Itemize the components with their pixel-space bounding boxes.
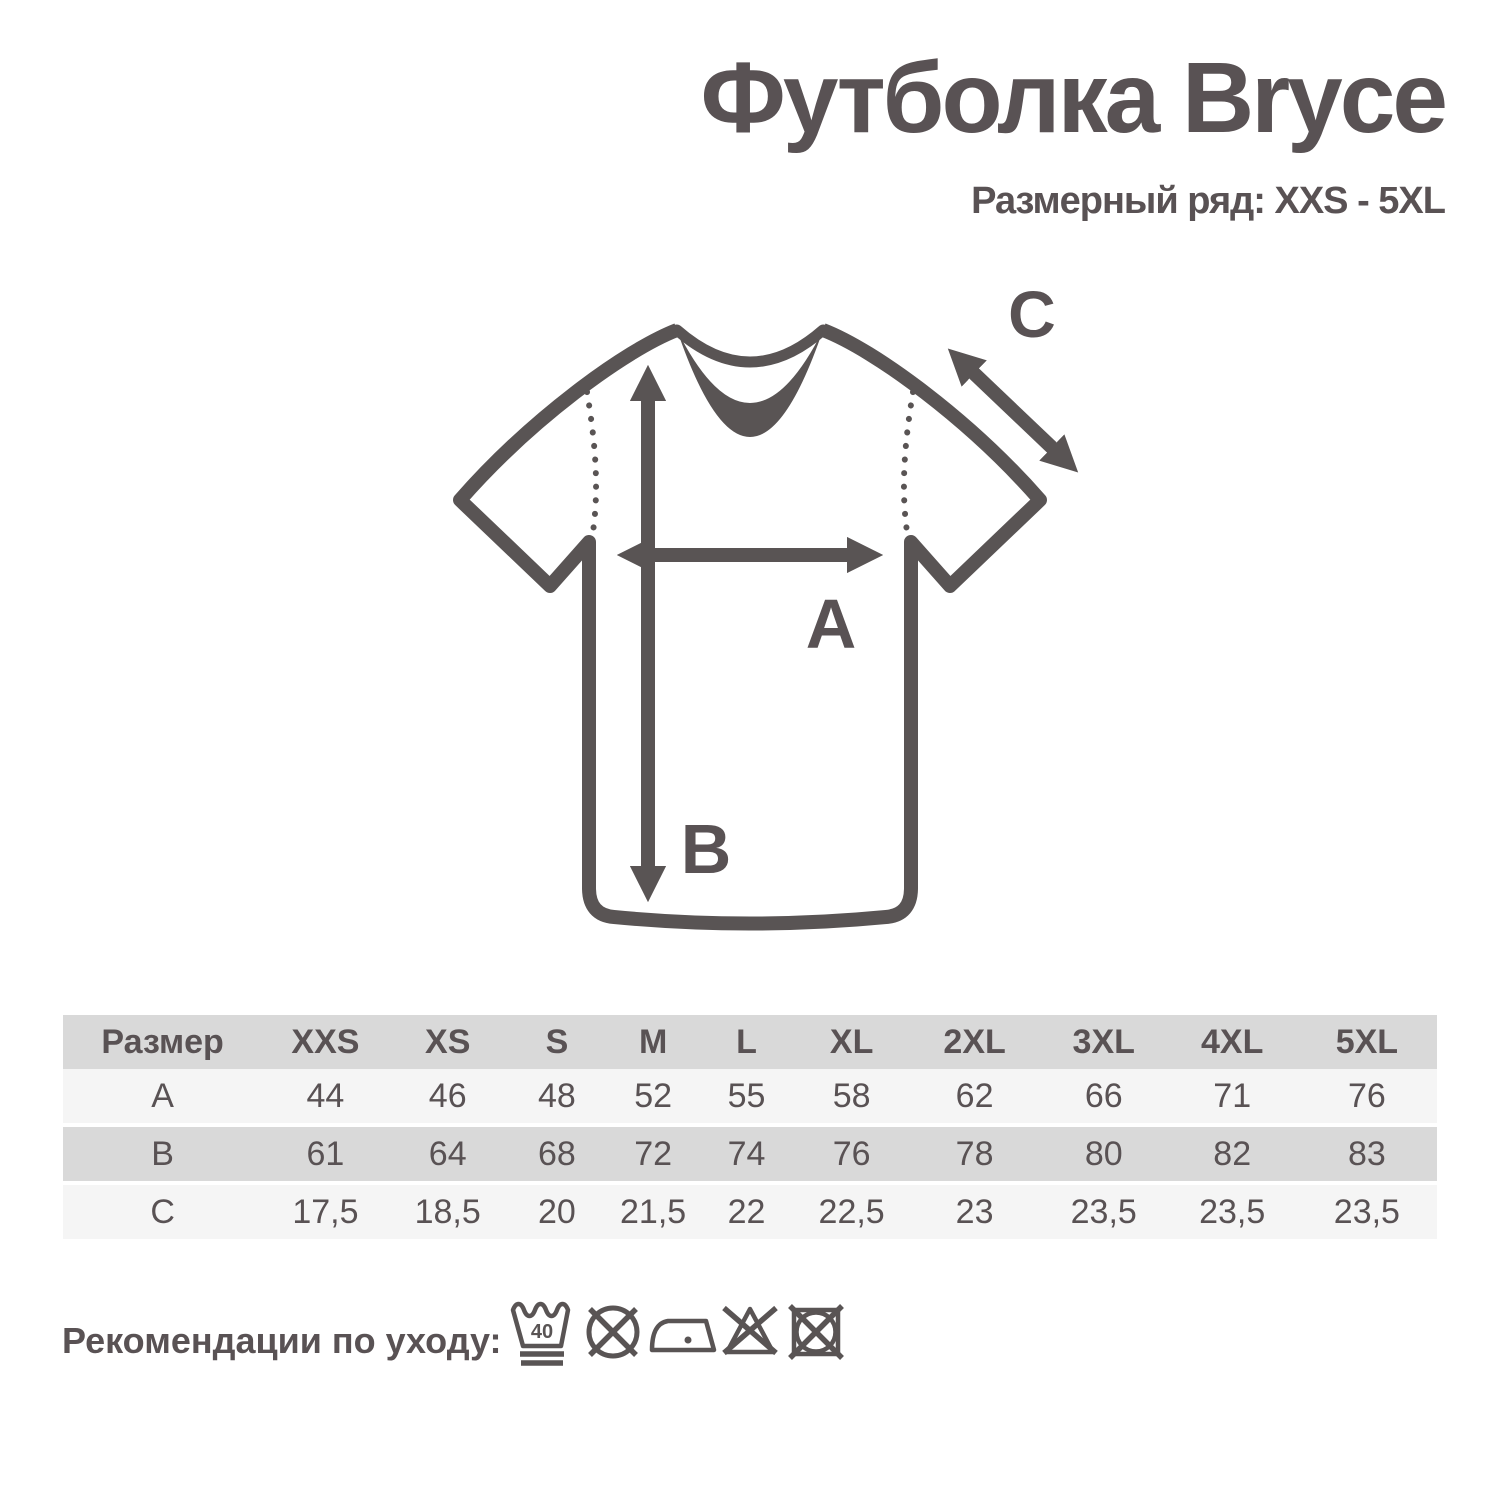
cell-B-5XL: 83 bbox=[1347, 1134, 1386, 1173]
label-A: A bbox=[805, 585, 857, 663]
cell-A-XL: 58 bbox=[832, 1076, 871, 1115]
size-table bbox=[63, 1015, 1437, 1239]
col-header-M: M bbox=[638, 1022, 668, 1061]
cell-C-4XL: 23,5 bbox=[1199, 1192, 1266, 1231]
cell-C-L: 22 bbox=[727, 1192, 766, 1231]
tshirt-measurement-diagram bbox=[430, 270, 1160, 975]
col-header-2XL: 2XL bbox=[943, 1022, 1006, 1061]
cell-A-5XL: 76 bbox=[1347, 1076, 1386, 1115]
cell-C-XXS: 17,5 bbox=[292, 1192, 359, 1231]
size-table-body bbox=[63, 1069, 1437, 1239]
col-header-L: L bbox=[736, 1022, 757, 1061]
cell-B-4XL: 82 bbox=[1213, 1134, 1252, 1173]
size-table-head bbox=[63, 1015, 1437, 1069]
cell-A-4XL: 71 bbox=[1213, 1076, 1252, 1115]
cell-C-2XL: 23 bbox=[955, 1192, 994, 1231]
cell-A-S: 48 bbox=[538, 1076, 576, 1115]
col-header-4XL: 4XL bbox=[1201, 1022, 1264, 1061]
table-row-C bbox=[63, 1183, 1437, 1239]
cell-C-M: 21,5 bbox=[620, 1192, 687, 1231]
cell-A-2XL: 62 bbox=[955, 1076, 994, 1115]
wash-40-icon bbox=[513, 1304, 568, 1363]
page-title: Футболка Bryce bbox=[700, 42, 1445, 154]
table-row-B bbox=[63, 1125, 1437, 1183]
cell-B-M: 72 bbox=[634, 1134, 673, 1173]
cell-A-M: 52 bbox=[634, 1076, 673, 1115]
do-not-dry-clean-icon bbox=[589, 1308, 637, 1356]
cell-B-2XL: 78 bbox=[955, 1134, 994, 1173]
col-header-5XL: 5XL bbox=[1335, 1022, 1399, 1061]
cell-A-3XL: 66 bbox=[1084, 1076, 1123, 1115]
label-C: C bbox=[1008, 277, 1056, 351]
size-range-subtitle: Размерный ряд: XXS - 5XL bbox=[971, 180, 1445, 222]
label-B: B bbox=[680, 810, 732, 888]
row-label-B: B bbox=[151, 1134, 174, 1173]
cell-C-S: 20 bbox=[538, 1192, 576, 1231]
table-row-A bbox=[63, 1069, 1437, 1125]
cell-C-5XL: 23,5 bbox=[1333, 1192, 1400, 1231]
cell-B-L: 74 bbox=[727, 1134, 766, 1173]
col-header-S: S bbox=[545, 1022, 569, 1061]
care-recommendations-label: Рекомендации по уходу: bbox=[62, 1320, 502, 1361]
row-label-C: C bbox=[150, 1192, 175, 1231]
col-header-3XL: 3XL bbox=[1072, 1022, 1135, 1061]
cell-B-XS: 64 bbox=[428, 1134, 467, 1173]
col-header-size: Размер bbox=[101, 1022, 224, 1061]
cell-A-XXS: 44 bbox=[306, 1076, 345, 1115]
cell-A-XS: 46 bbox=[428, 1076, 467, 1115]
size-table-header-row bbox=[63, 1015, 1437, 1069]
iron-low-temp-icon bbox=[652, 1321, 714, 1350]
do-not-tumble-dry-icon bbox=[790, 1306, 842, 1358]
cell-B-3XL: 80 bbox=[1084, 1134, 1123, 1173]
cell-C-3XL: 23,5 bbox=[1070, 1192, 1137, 1231]
care-icons bbox=[500, 1296, 850, 1374]
cell-B-XXS: 61 bbox=[306, 1134, 345, 1173]
cell-A-L: 55 bbox=[727, 1076, 766, 1115]
col-header-XXS: XXS bbox=[291, 1022, 360, 1061]
col-header-XL: XL bbox=[829, 1022, 874, 1061]
cell-C-XL: 22,5 bbox=[818, 1192, 885, 1231]
cell-C-XS: 18,5 bbox=[414, 1192, 481, 1231]
cell-B-S: 68 bbox=[538, 1134, 576, 1173]
do-not-bleach-icon bbox=[724, 1308, 776, 1353]
col-header-XS: XS bbox=[425, 1022, 471, 1061]
wash-temp-value: 40 bbox=[530, 1321, 554, 1343]
row-label-A: A bbox=[151, 1076, 174, 1115]
cell-B-XL: 76 bbox=[832, 1134, 871, 1173]
